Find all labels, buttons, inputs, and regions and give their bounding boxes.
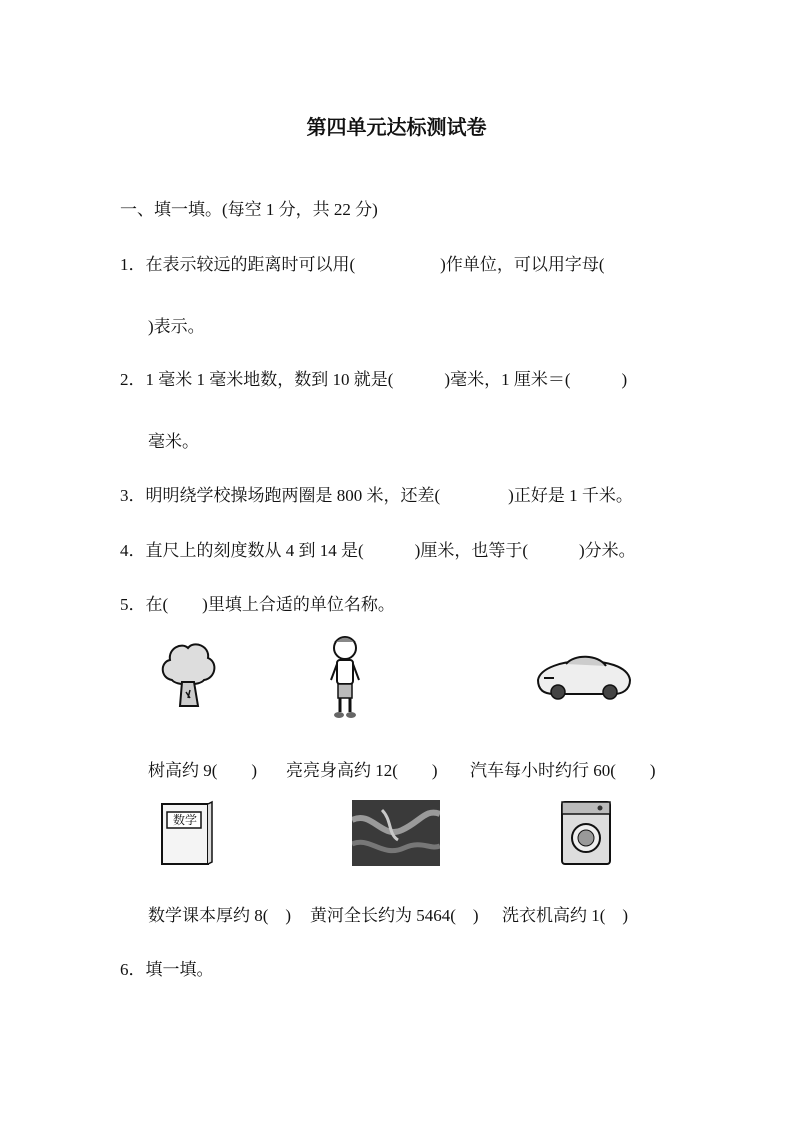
question-3: 3．明明绕学校操场跑两圈是 800 米，还差( )正好是 1 千米。 — [120, 486, 633, 505]
row1-item-car: 汽车每小时约行 60( ) — [470, 761, 656, 780]
row2-item-book: 数学课本厚约 8( ) — [148, 906, 292, 925]
car-icon — [534, 650, 634, 704]
tree-icon — [158, 640, 218, 710]
question-6: 6．填一填。 — [120, 960, 214, 979]
math-book-label: 数学 — [172, 813, 197, 827]
washing-machine-icon — [560, 800, 612, 866]
math-book-icon — [160, 800, 214, 866]
row1-item-tree: 树高约 9( ) — [148, 761, 258, 780]
question-1-line-1: 1．在表示较远的距离时可以用( )作单位，可以用字母( — [120, 255, 605, 274]
row2-item-river: 黄河全长约为 5464( ) — [310, 906, 479, 925]
page-title: 第四单元达标测试卷 — [306, 115, 487, 139]
question-4: 4．直尺上的刻度数从 4 到 14 是( )厘米，也等于( )分米。 — [120, 541, 636, 560]
question-2-line-2: 毫米。 — [148, 432, 199, 451]
boy-icon — [325, 632, 365, 720]
yellow-river-icon — [352, 800, 440, 866]
question-1-line-2: )表示。 — [148, 317, 205, 336]
question-5-prompt: 5．在( )里填上合适的单位名称。 — [120, 595, 395, 614]
section-heading: 一、填一填。(每空 1 分，共 22 分) — [120, 200, 378, 219]
question-2-line-1: 2．1 毫米 1 毫米地数，数到 10 就是( )毫米，1 厘米＝( ) — [120, 370, 628, 389]
row1-item-boy: 亮亮身高约 12( ) — [286, 761, 438, 780]
row2-item-washer: 洗衣机高约 1( ) — [502, 906, 629, 925]
